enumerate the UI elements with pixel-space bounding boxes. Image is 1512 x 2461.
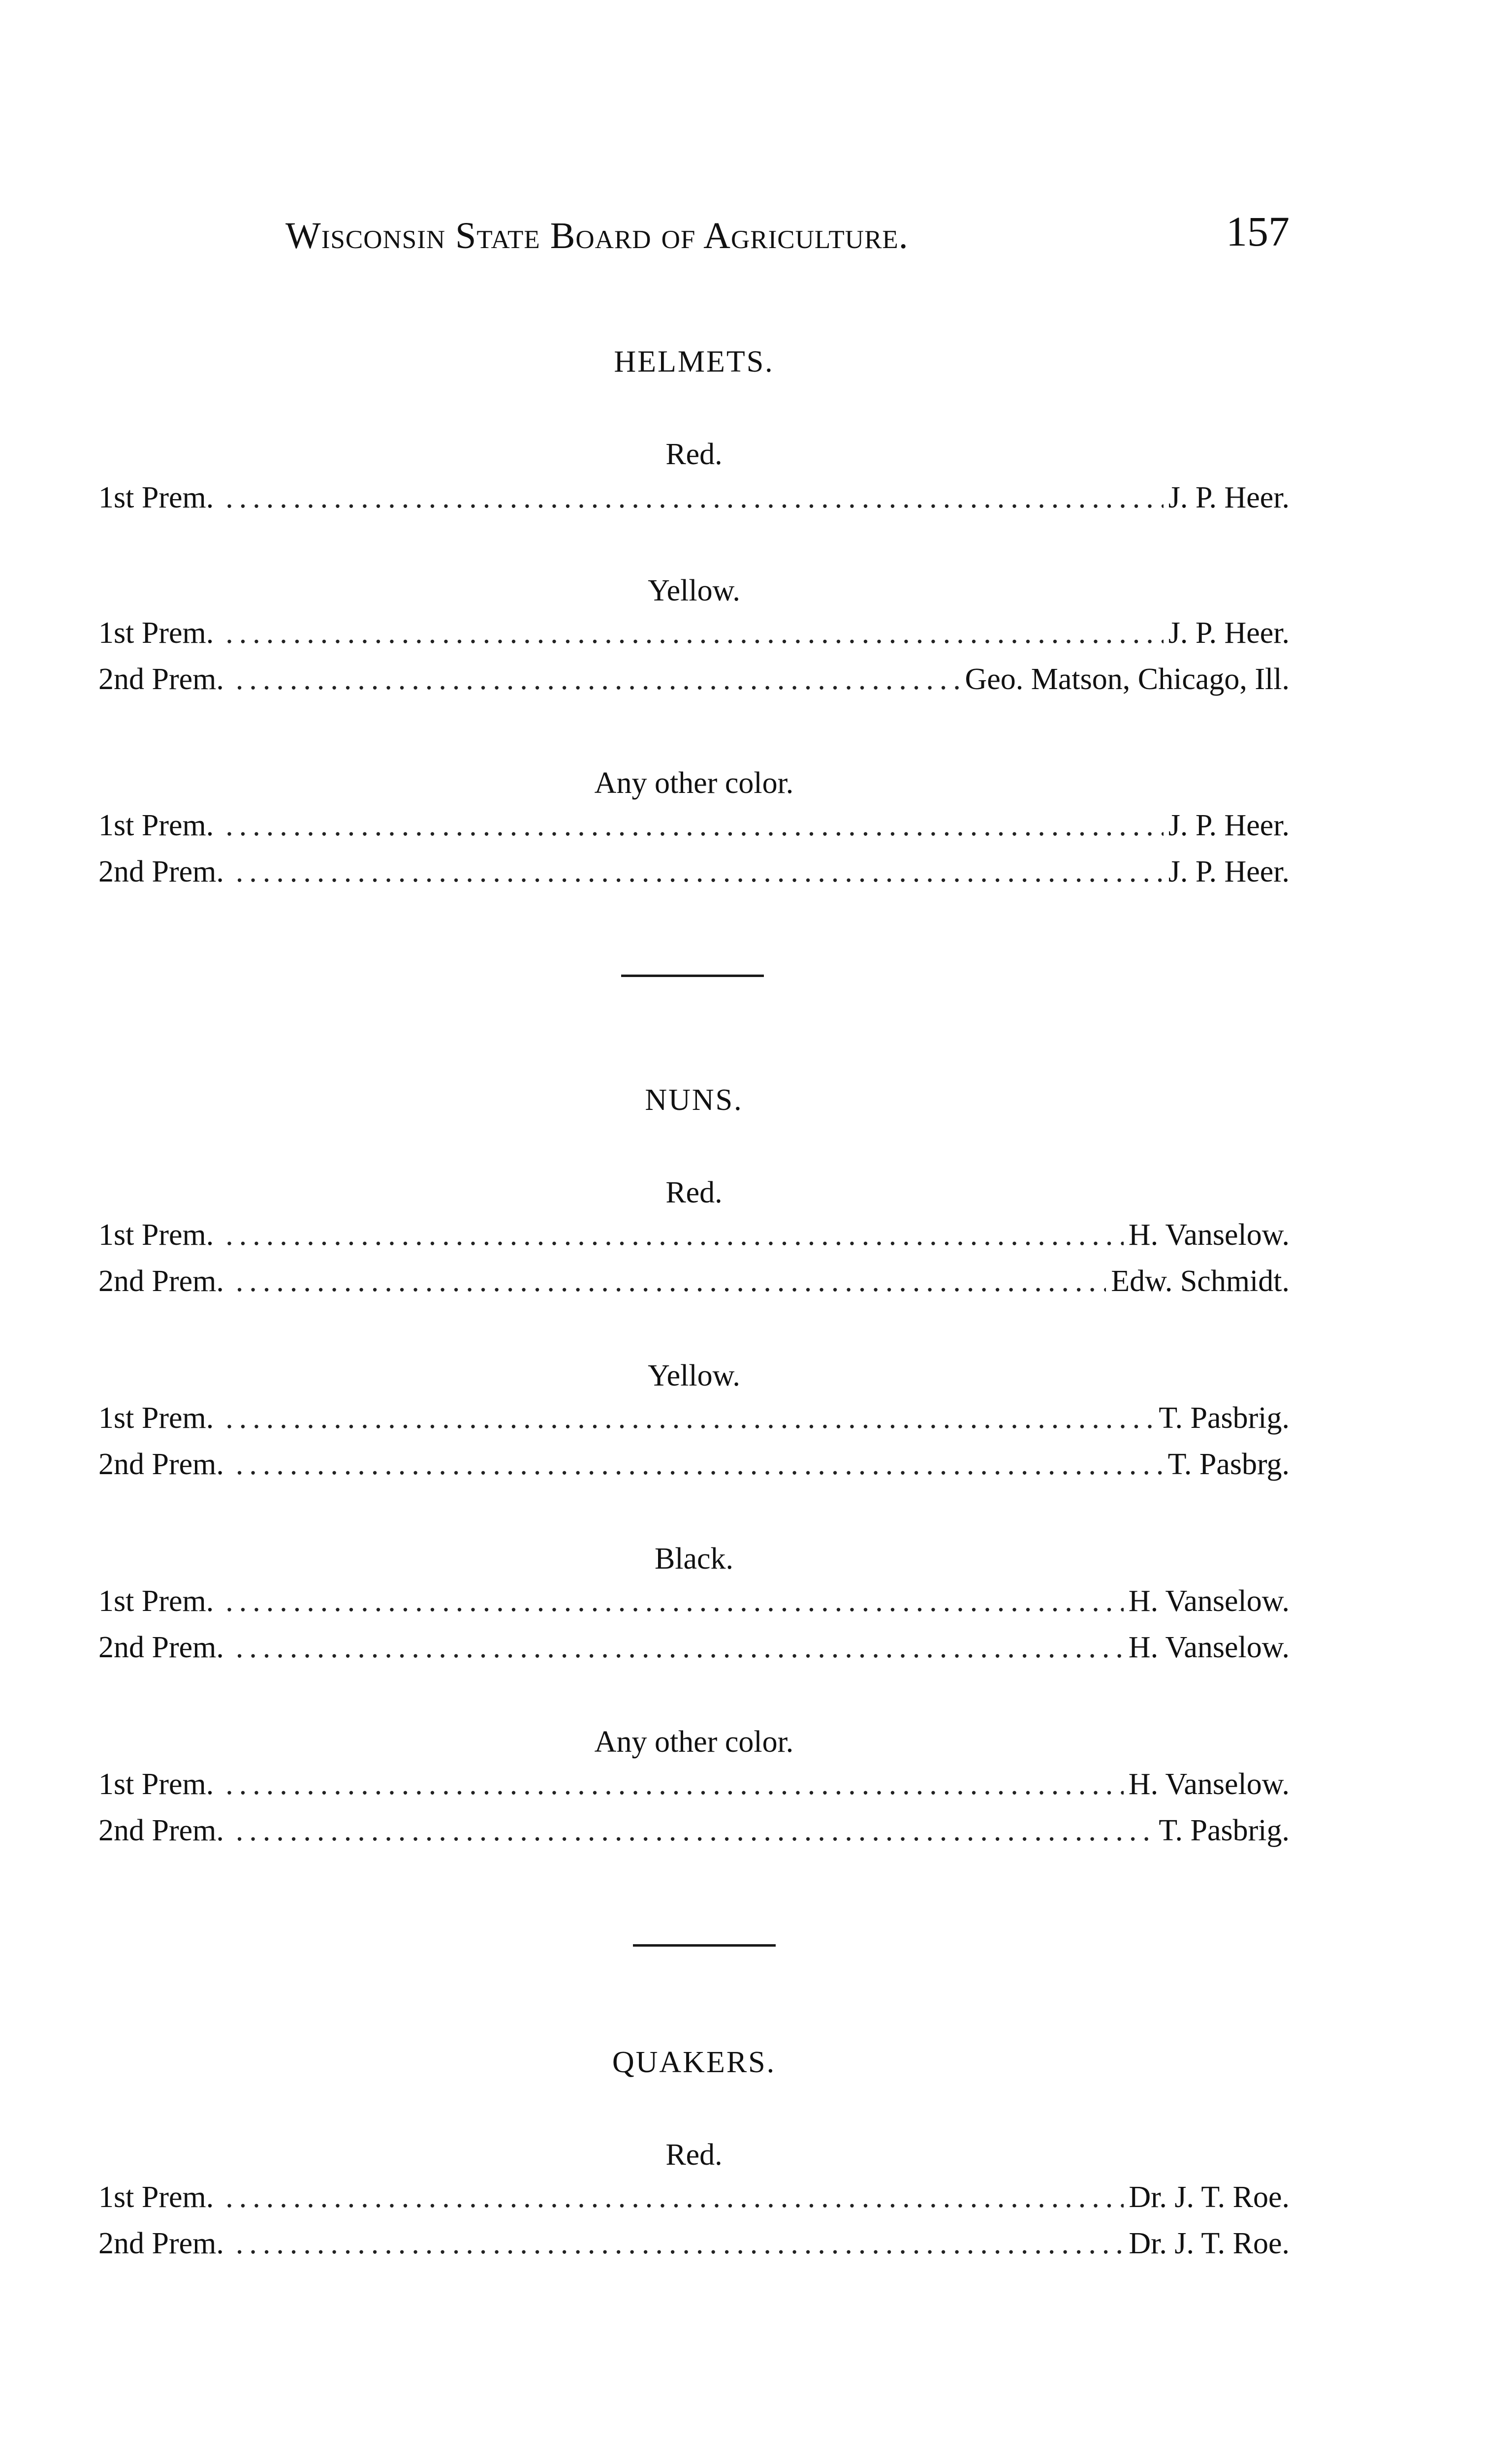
entry-name: H. Vanselow. bbox=[1128, 1631, 1290, 1664]
entry-label: 1st Prem. bbox=[98, 481, 214, 514]
entry-name: Geo. Matson, Chicago, Ill. bbox=[965, 663, 1290, 696]
entry-label: 2nd Prem. bbox=[98, 1448, 224, 1481]
entry-row bbox=[98, 1447, 1290, 1486]
group-title: Yellow. bbox=[648, 1359, 740, 1392]
entry-label: 1st Prem. bbox=[98, 616, 214, 650]
entry-label: 1st Prem. bbox=[98, 1584, 214, 1618]
entry-row bbox=[98, 854, 1290, 894]
entry-name: T. Pasbrig. bbox=[1159, 1401, 1290, 1435]
entry-row bbox=[98, 1264, 1290, 1303]
section-divider bbox=[621, 975, 764, 977]
entry-name: J. P. Heer. bbox=[1168, 855, 1290, 888]
entry-row bbox=[98, 1584, 1290, 1623]
entry-label: 1st Prem. bbox=[98, 809, 214, 842]
entry-name: Edw. Schmidt. bbox=[1111, 1264, 1290, 1298]
running-head: Wisconsin State Board of Agriculture. bbox=[285, 215, 909, 256]
entry-label: 1st Prem. bbox=[98, 1401, 214, 1435]
dot-leader bbox=[225, 1767, 1124, 1802]
dot-leader bbox=[225, 480, 1163, 515]
entry-row bbox=[98, 616, 1290, 655]
entry-label: 2nd Prem. bbox=[98, 663, 224, 696]
dot-leader bbox=[236, 854, 1164, 889]
dot-leader bbox=[236, 1447, 1163, 1482]
entry-label: 1st Prem. bbox=[98, 1218, 214, 1252]
group-title: Black. bbox=[654, 1542, 734, 1576]
entry-label: 2nd Prem. bbox=[98, 1264, 224, 1298]
entry-label: 2nd Prem. bbox=[98, 855, 224, 888]
entry-row bbox=[98, 2180, 1290, 2219]
dot-leader bbox=[236, 1813, 1154, 1848]
dot-leader bbox=[236, 1630, 1124, 1665]
dot-leader bbox=[225, 616, 1163, 651]
page-number: 157 bbox=[1226, 208, 1290, 255]
dot-leader bbox=[236, 2226, 1124, 2261]
dot-leader bbox=[225, 1584, 1124, 1619]
entry-label: 1st Prem. bbox=[98, 1767, 214, 1801]
group-title: Red. bbox=[665, 1176, 723, 1209]
group-title: Red. bbox=[665, 2138, 723, 2172]
entry-name: T. Pasbrg. bbox=[1167, 1448, 1290, 1481]
entry-label: 1st Prem. bbox=[98, 2180, 214, 2214]
entry-row bbox=[98, 1767, 1290, 1806]
entry-row bbox=[98, 1630, 1290, 1670]
dot-leader bbox=[236, 662, 960, 697]
section-title: NUNS. bbox=[645, 1083, 743, 1117]
entry-row bbox=[98, 808, 1290, 848]
entry-name: J. P. Heer. bbox=[1168, 481, 1290, 514]
group-title: Any other color. bbox=[594, 1725, 794, 1759]
entry-name: H. Vanselow. bbox=[1128, 1584, 1290, 1618]
entry-row bbox=[98, 1813, 1290, 1853]
entry-name: Dr. J. T. Roe. bbox=[1129, 2180, 1290, 2214]
dot-leader bbox=[225, 1401, 1154, 1436]
entry-label: 2nd Prem. bbox=[98, 1814, 224, 1847]
section-divider bbox=[633, 1944, 776, 1947]
entry-name: T. Pasbrig. bbox=[1159, 1814, 1290, 1847]
entry-name: H. Vanselow. bbox=[1128, 1218, 1290, 1252]
group-title: Any other color. bbox=[594, 766, 794, 800]
section-title: HELMETS. bbox=[614, 345, 774, 379]
entry-row bbox=[98, 1218, 1290, 1257]
group-title: Red. bbox=[665, 438, 723, 471]
dot-leader bbox=[236, 1264, 1106, 1299]
section-title: QUAKERS. bbox=[612, 2046, 776, 2079]
entry-row bbox=[98, 1401, 1290, 1440]
entry-label: 2nd Prem. bbox=[98, 1631, 224, 1664]
group-title: Yellow. bbox=[648, 574, 740, 607]
page-header bbox=[285, 207, 1290, 266]
dot-leader bbox=[225, 1218, 1124, 1253]
entry-name: J. P. Heer. bbox=[1168, 616, 1290, 650]
entry-row bbox=[98, 2226, 1290, 2266]
entry-name: J. P. Heer. bbox=[1168, 809, 1290, 842]
dot-leader bbox=[225, 808, 1163, 843]
entry-name: H. Vanselow. bbox=[1128, 1767, 1290, 1801]
entry-row bbox=[98, 480, 1290, 520]
dot-leader bbox=[225, 2180, 1124, 2215]
entry-name: Dr. J. T. Roe. bbox=[1129, 2227, 1290, 2260]
entry-row bbox=[98, 662, 1290, 701]
entry-label: 2nd Prem. bbox=[98, 2227, 224, 2260]
